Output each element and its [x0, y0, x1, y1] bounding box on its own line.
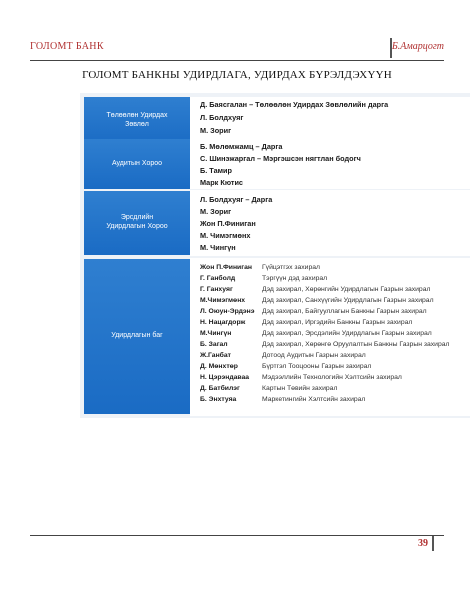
- section-label-line: Удирдлагын баг: [111, 332, 163, 340]
- member-role: Дэд захирал, Хөрөнгийн Удирдлагын Газрын захирал: [262, 286, 431, 293]
- member-role: Дэд захирал, Хөрөнгө Оруулалтын Банкны Газрын захирал: [262, 341, 450, 348]
- page-title: ГОЛОМТ БАНКНЫ УДИРДЛАГА, УДИРДАХ БҮРЭЛДЭХҮҮН: [82, 69, 392, 81]
- member-name: Ж.Ганбат: [200, 352, 231, 359]
- member-name: М.Чингүн: [200, 330, 232, 337]
- member-role: Дэд захирал, Эрсдэлийн Удирдлагын Газрын захирал: [262, 330, 432, 337]
- header-author: Б.Амарцогт: [391, 41, 444, 52]
- member-name: Г. Ганболд: [200, 275, 236, 282]
- member-line: Марк Кютис: [200, 178, 243, 187]
- section-members-audit: [190, 141, 470, 189]
- member-role: Картын Төвийн захирал: [262, 385, 338, 392]
- member-name: Б. Загал: [200, 341, 228, 348]
- member-role: Маркетингийн Хэлтсийн захирал: [262, 396, 366, 403]
- member-line: Б. Тамир: [200, 166, 232, 175]
- section-label-line: Төлөөлөн Удирдах: [106, 112, 168, 120]
- footer-separator: [432, 536, 434, 551]
- member-line: М. Чимэгмөнх: [200, 231, 251, 240]
- section-label-line: Эрсдлийн: [120, 214, 154, 222]
- member-role: Дэд захирал, Санхүүгийн Удирдлагын Газрын захирал: [262, 297, 434, 304]
- running-header: [30, 38, 444, 60]
- member-role: Дотоод Аудитын Газрын захирал: [262, 352, 366, 359]
- page-number: 39: [418, 538, 428, 549]
- member-name: Д. Батбилэг: [200, 385, 240, 392]
- member-name: Н. Нацагдорж: [200, 319, 246, 326]
- section-label-risk: [84, 191, 190, 255]
- member-name: Л. Оюун-Эрдэнэ: [200, 308, 255, 315]
- section-label-line: Зөвлөл: [125, 121, 149, 128]
- member-role: Тэргүүн дэд захирал: [262, 275, 328, 282]
- member-line: Б. Мөлөмжамц – Дарга: [200, 142, 283, 151]
- member-role: Мэдээллийн Технологийн Хэлтсийн захирал: [262, 374, 402, 381]
- member-role: Дэд захирал, Байгууллагын Банкны Газрын захирал: [262, 308, 427, 315]
- member-name: М.Чимэгмөнх: [200, 297, 246, 304]
- section-members-board: [190, 97, 470, 141]
- footer-rule: [30, 535, 444, 536]
- member-line: Жон П.Финиган: [200, 219, 256, 228]
- member-name: Жон П.Финиган: [200, 264, 252, 271]
- member-role: Дэд захирал, Иргэдийн Банкны Газрын захирал: [262, 319, 413, 326]
- section-label-management: [84, 259, 190, 414]
- header-bank-name: ГОЛОМТ БАНК: [30, 41, 104, 52]
- member-name: Б. Энхтуяа: [200, 396, 237, 403]
- member-line: С. Шинэжаргал – Мэргэшсэн нягтлан бодогч: [200, 154, 361, 163]
- member-name: Г. Ганхуяг: [200, 286, 233, 293]
- header-rule: [30, 60, 444, 61]
- section-members-risk: [190, 190, 470, 256]
- section-label-audit: [84, 139, 190, 189]
- member-line: М. Зориг: [200, 207, 232, 216]
- member-line: М. Чингүн: [200, 243, 236, 252]
- member-line: Д. Баясгалан – Төлөөлөн Удирдах Зөвлөлийн дарга: [200, 100, 389, 109]
- member-line: М. Зориг: [200, 126, 232, 135]
- section-label-line: Удирдлагын Хороо: [106, 223, 168, 230]
- section-label-line: Аудитын Хороо: [111, 159, 163, 167]
- member-line: Л. Болдхуяг – Дарга: [200, 195, 273, 204]
- member-name: Д. Мөнхтөр: [200, 363, 238, 370]
- section-label-board: [84, 97, 190, 145]
- member-line: Л. Болдхуяг: [200, 113, 244, 122]
- member-role: Бүртгэл Тооцооны Газрын захирал: [262, 363, 372, 370]
- member-role: Гүйцэтгэх захирал: [262, 264, 320, 271]
- member-name: Н. Цэрэндаваа: [200, 374, 250, 381]
- section-members-management: [190, 258, 470, 416]
